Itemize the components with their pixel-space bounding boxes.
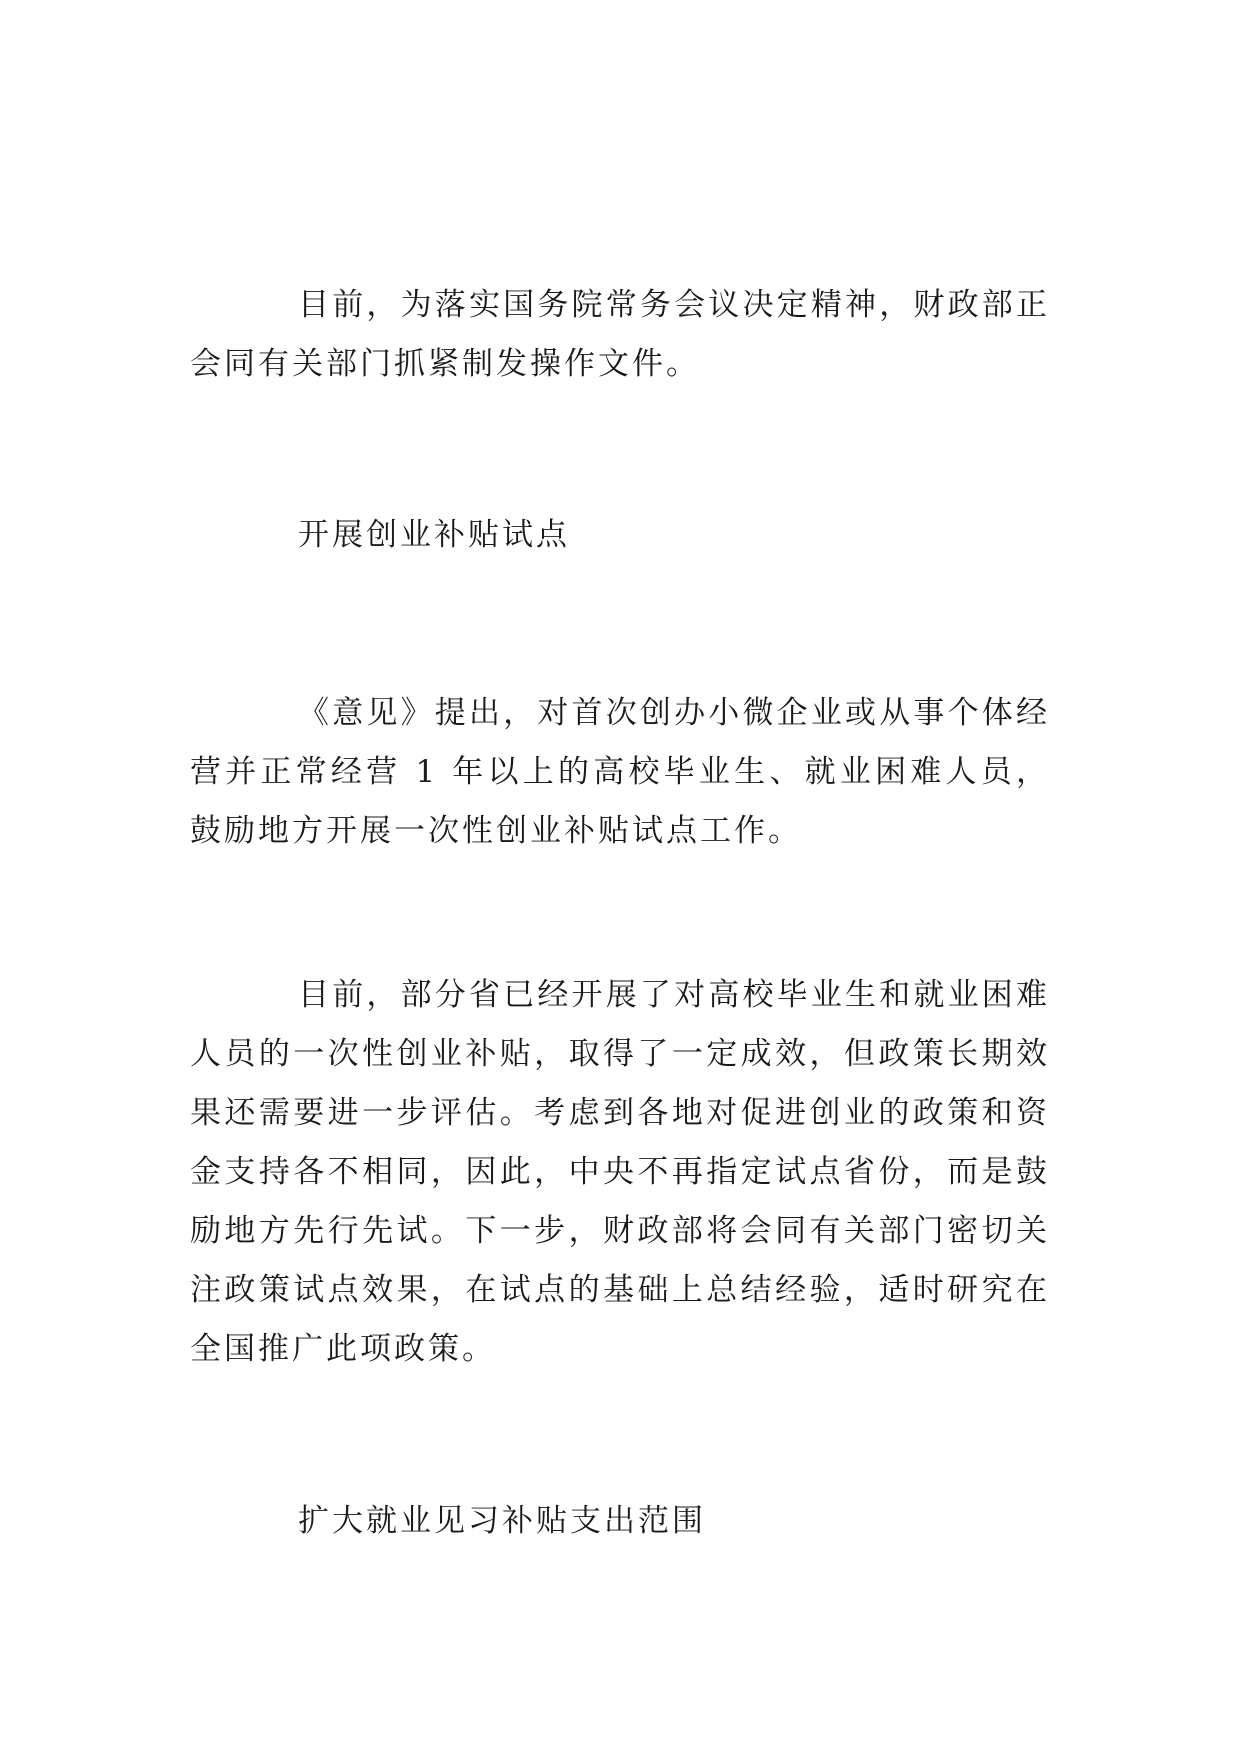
section-heading-startup-subsidy: 开展创业补贴试点 [298,517,570,553]
section-heading-internship-subsidy: 扩大就业见习补贴支出范围 [298,1503,706,1539]
paragraph-opinion-startup-subsidy: 《意见》提出，对首次创办小微企业或从事个体经营并正常经营 1 年以上的高校毕业生、就业困难人员，鼓励地方开展一次性创业补贴试点工作。 [190,695,1050,849]
paragraph-operation-documents: 目前，为落实国务院常务会议决定精神，财政部正会同有关部门抓紧制发操作文件。 [190,287,1050,382]
paragraph-pilot-evaluation: 目前，部分省已经开展了对高校毕业生和就业困难人员的一次性创业补贴，取得了一定成效，但政策长期效果还需要进一步评估。考虑到各地对促进创业的政策和资金支持各不相同，因此，中央不再指定试点省份，而是鼓励地方先行先试。下一步，财政部将会同有关部门密切关注政策试点效果，在试点的基础上总结经验，适时研究在全国推广此项政策。 [190,977,1050,1367]
